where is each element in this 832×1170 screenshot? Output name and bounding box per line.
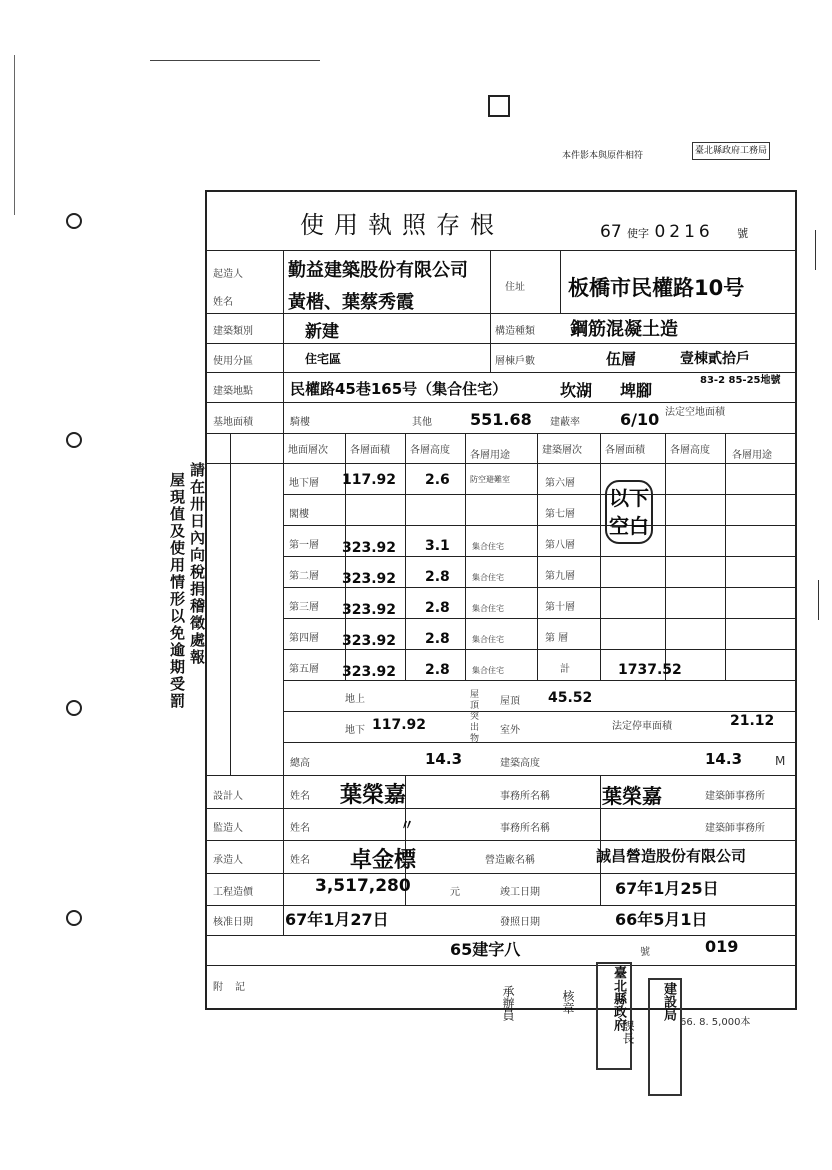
page-title: 使用執照存根 [300,211,504,239]
floor-area: 323.92 [342,571,397,587]
top-stamp-left: 本件影本與原件相符 [562,151,644,161]
rule [205,905,797,906]
building-category: 新建 [305,322,339,342]
floor-height: 2.8 [425,662,450,678]
owner-company: 勤益建築股份有限公司 [288,260,468,281]
floor-level-right: 第九層 [545,571,575,582]
supervisor-office-suffix: 建築師事務所 [705,823,765,834]
site-area: 551.68 [470,410,532,429]
permit-year: 67 [600,222,622,242]
floor-header-level: 地面層次 [288,445,328,456]
floor-header-use-right: 各層用途 [732,450,772,461]
designer-office: 葉榮嘉 [602,784,662,808]
below-label: 地下 [345,725,365,736]
floor-header-height: 各層高度 [410,445,450,456]
coverage: 6/10 [620,410,660,429]
label-site-area: 基地面積 [213,417,253,428]
floor-height: 2.8 [425,569,450,585]
use-zone: 住宅區 [305,352,342,366]
floor-use: 集合住宅 [472,604,504,613]
binder-hole [66,910,82,926]
floor-height: 3.1 [425,538,450,554]
floor-header-area-right: 各層面積 [605,445,645,456]
rule [283,711,797,712]
rule [560,250,561,313]
floor-height: 2.8 [425,631,450,647]
floor-area: 323.92 [342,540,397,556]
building-height-label: 建築高度 [500,758,540,769]
floor-level-right: 第七層 [545,509,575,520]
below-area: 117.92 [372,717,427,733]
rule [283,494,797,495]
label-location: 建築地點 [213,386,253,397]
floor-header-height-right: 各層高度 [670,445,710,456]
rule [205,433,797,434]
rule [600,433,601,681]
cost-unit: 元 [450,887,460,898]
contractor-company: 誠昌營造股份有限公司 [596,847,747,865]
supervisor-office-label: 事務所名稱 [500,823,550,834]
permit-ref: 65建字八 [450,940,521,959]
rule [283,250,284,462]
rule [283,618,797,619]
issue-date-label: 發照日期 [500,917,540,928]
rule [205,402,797,403]
supervisor-name-label: 姓名 [290,823,310,834]
floor-level-right: 第 層 [545,633,569,644]
rule [205,965,797,966]
rule [205,343,797,344]
label-units: 層棟戶數 [495,356,535,367]
issue-date: 66年5月1日 [615,910,708,929]
right-edge-mark [818,580,819,620]
label-structure: 構造種類 [495,326,535,337]
floor-header-use: 各層用途 [470,450,510,461]
rule [725,433,726,681]
designer-name: 葉榮嘉 [340,783,407,808]
permit-word: 使字 [627,227,650,240]
rule [205,840,797,841]
rule [283,742,797,743]
designer-label: 設計人 [213,791,243,802]
stamp-county: 臺北縣政府 [596,962,632,1070]
label-name: 姓名 [213,297,233,308]
permit-num: 0216 [654,222,714,242]
floor-level-right: 第八層 [545,540,575,551]
permit-number [600,222,748,242]
completion-date-label: 竣工日期 [500,887,540,898]
right-edge-mark [815,230,816,270]
roof-label: 屋頂 [500,696,520,707]
total-area: 1737.52 [618,662,682,678]
binder-hole [66,213,82,229]
rule [205,372,797,373]
floor-level: 閣樓 [289,509,309,520]
supervisor-name: 〃 [400,818,414,834]
stair-label: 屋頂突出物 [470,690,480,744]
rule [283,587,797,588]
rule [230,433,231,775]
outside-label: 室外 [500,725,520,736]
rule [283,525,797,526]
label-use-zone: 使用分區 [213,356,253,367]
floor-use: 集合住宅 [472,573,504,582]
subsection: 埤腳 [620,381,653,400]
floor-height: 2.6 [425,472,450,488]
building-height: 14.3 [705,750,743,768]
floor-level-right: 計 [560,664,570,675]
above-label: 地上 [345,694,365,705]
floor-use: 集合住宅 [472,635,504,644]
cost-value: 3,517,280 [315,876,411,896]
lot-numbers: 83-2 85-25地號 [700,375,781,386]
height-label: 總高 [290,758,310,769]
floor-header-level-right: 建築層次 [542,445,582,456]
floor-area: 323.92 [342,664,397,680]
small-box-mark [488,95,510,117]
floor-level: 第一層 [289,540,319,551]
contractor-name: 卓金標 [350,848,417,873]
stamp-bureau: 建設局 [648,978,682,1096]
rule [537,433,538,681]
height-unit: M [775,754,786,768]
binder-hole [66,432,82,448]
floor-level: 地下層 [289,478,319,489]
stamp-chief: 課長 [621,1020,635,1044]
label-address: 住址 [505,282,525,293]
rule [283,775,284,935]
rule [205,775,797,776]
side-note-col1: 請 在 卅 日 內 向 稅 捐 稽 徵 處 報 [190,461,206,666]
rule [490,250,491,372]
floor-level: 第三層 [289,602,319,613]
side-note-col2: 屋 現 值 及 使 用 情 形 以 免 逾 期 受 罰 [170,471,186,710]
floor-level-right: 第六層 [545,478,575,489]
floor-level: 第四層 [289,633,319,644]
rule [283,433,284,775]
permit-ref-no-label: 號 [640,947,650,958]
rule [283,556,797,557]
floor-use: 集合住宅 [472,542,504,551]
floor-use: 集合住宅 [472,666,504,675]
parking: 21.12 [730,713,775,729]
floor-use: 防空避難室 [470,475,510,484]
floor-height: 2.8 [425,600,450,616]
label-category: 建築類別 [213,326,253,337]
contractor-company-label: 營造廠名稱 [485,855,535,866]
approval-date: 67年1月27日 [285,910,389,929]
section: 坎湖 [560,381,593,400]
designer-office-label: 事務所名稱 [500,791,550,802]
contractor-label: 承造人 [213,855,243,866]
right-blank-note: 以下空白 [605,480,653,544]
stamp-handler: 承辦員 [501,985,515,1021]
designer-name-label: 姓名 [290,791,310,802]
remarks-label: 附記 [213,982,257,993]
rule [283,649,797,650]
total-height: 14.3 [425,750,463,768]
rule [283,680,797,681]
supervisor-label: 監造人 [213,823,243,834]
rule [405,433,406,681]
rule [205,463,797,464]
binder-hole [66,700,82,716]
top-stamp-right: 臺北縣政府工務局 [692,142,770,160]
floor-level: 第五層 [289,664,319,675]
site-area-arcade-label: 騎樓 [290,417,310,428]
rule [205,808,797,809]
binder-edge [14,55,15,215]
rule [205,935,797,936]
floor-area: 323.92 [342,602,397,618]
side-note [170,462,210,742]
rule [205,250,797,251]
permit-ref-no: 019 [705,937,739,956]
location: 民權路45巷165号（集合住宅） [290,380,508,398]
floor-level: 第二層 [289,571,319,582]
top-stamp [552,132,790,184]
units: 伍層 [606,350,637,368]
footer-print: 66. 8. 5,000本 [680,1017,751,1028]
scan-line [150,60,320,61]
completion-date: 67年1月25日 [615,879,719,898]
floor-area: 323.92 [342,633,397,649]
approval-date-label: 核准日期 [213,917,253,928]
floor-level-right: 第十層 [545,602,575,613]
permit-suffix: 號 [737,227,749,240]
rule [665,433,666,681]
cost-label: 工程造價 [213,887,253,898]
roof-area: 45.52 [548,690,593,706]
label-builder: 起造人 [213,269,243,280]
owner-names: 黃楷、葉蔡秀霞 [288,292,414,313]
building-structure: 鋼筋混凝土造 [570,319,678,340]
coverage-label: 建蔽率 [550,417,580,428]
rule [465,433,466,681]
floor-header-area: 各層面積 [350,445,390,456]
owner-address: 板橋市民權路10号 [568,276,745,300]
rule [205,873,797,874]
floor-area: 117.92 [342,472,397,488]
legal-open-space: 法定空地面積 [665,407,725,418]
contractor-name-label: 姓名 [290,855,310,866]
stamp-seal: 核章 [561,990,575,1014]
rule [600,775,601,905]
households: 壹棟貳拾戶 [680,351,750,367]
designer-office-suffix: 建築師事務所 [705,791,765,802]
site-area-other-label: 其他 [412,417,432,428]
parking-label: 法定停車面積 [612,721,672,732]
